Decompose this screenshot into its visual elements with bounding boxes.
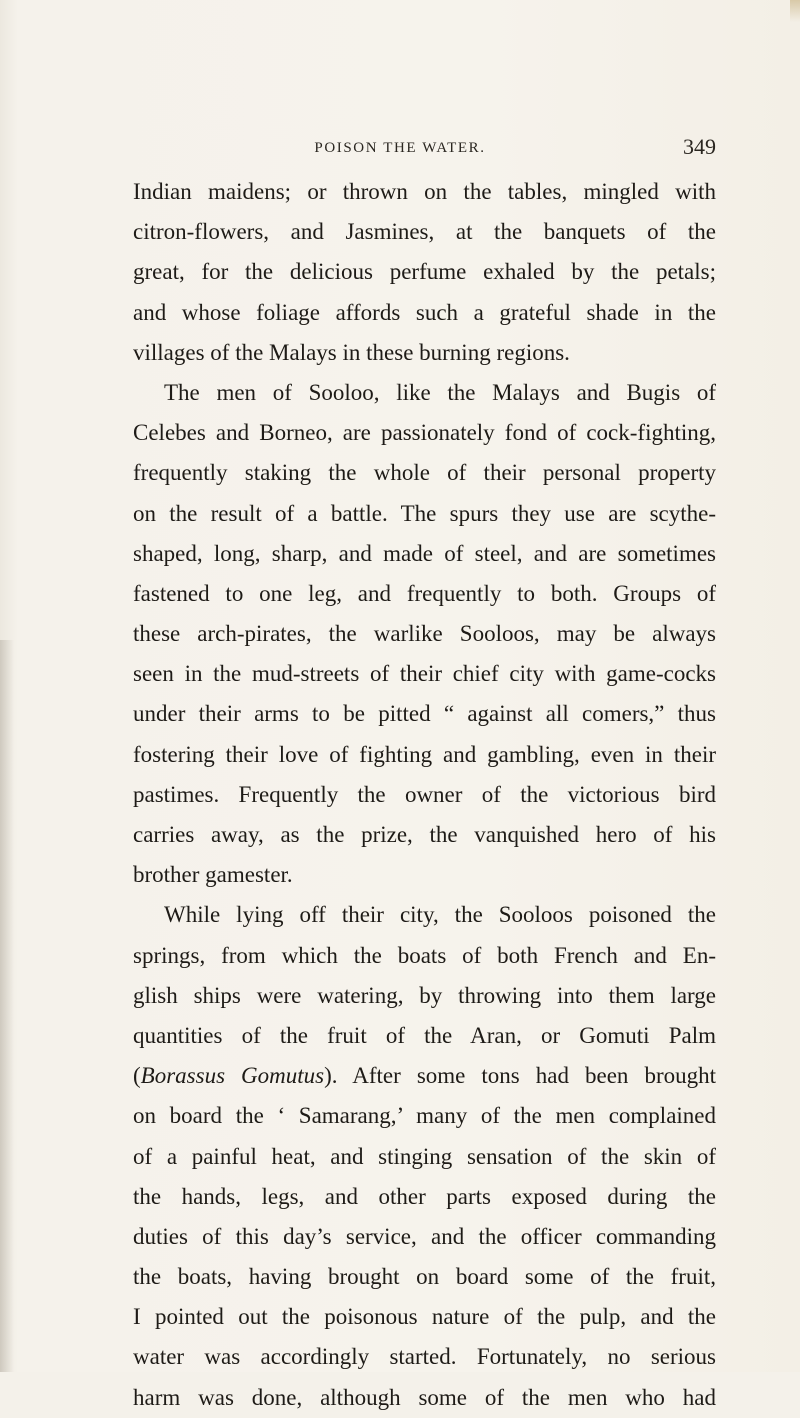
gutter-shadow: [0, 640, 14, 1372]
paragraph-start-line: While lying off their city, the Sooloos poisoned the: [164, 902, 716, 928]
page-number: 349: [683, 134, 716, 159]
text-line: these arch-pirates, the warlike Sooloos, may be always: [133, 621, 716, 647]
text-line: frequently staking the whole of their personal property: [133, 460, 716, 486]
text-line: citron-flowers, and Jasmines, at the banquets of the: [133, 219, 716, 245]
corner-stain: [790, 0, 800, 22]
running-title: POISON THE WATER.: [314, 140, 486, 156]
text-line-with-italic: [133, 1056, 716, 1096]
text-line: Indian maidens; or thrown on the tables, mingled with: [133, 179, 716, 204]
text-line: quantities of the fruit of the Aran, or Gomuti Palm: [133, 1022, 716, 1048]
text-line: duties of this day’s service, and the officer commanding: [133, 1223, 716, 1249]
text-line: villages of the Malays in these burning regions.: [133, 339, 570, 365]
text-line: carries away, as the prize, the vanquished hero of his: [133, 822, 716, 847]
text-line: under their arms to be pitted “ against all comers,” thus: [133, 701, 716, 727]
body-text: [133, 172, 716, 1418]
text-line: water was accordingly started. Fortunately, no serious: [133, 1344, 716, 1370]
text-line: pastimes. Frequently the owner of the victorious bird: [133, 781, 716, 807]
text-line: seen in the mud-streets of their chief city with game-cocks: [133, 661, 716, 687]
text-line: glish ships were watering, by throwing into them large: [133, 982, 716, 1008]
text-line: the boats, having brought on board some of the fruit,: [133, 1264, 716, 1290]
text-line: shaped, long, sharp, and made of steel, and are sometimes: [133, 540, 716, 566]
text-line: brother gamester.: [133, 862, 293, 888]
text-line: springs, from which the boats of both French and En-: [133, 942, 716, 968]
text-line: on board the ‘ Samarang,’ many of the men complained: [133, 1103, 716, 1129]
text-line: I pointed out the poisonous nature of the pulp, and the: [133, 1304, 716, 1330]
text-line: Celebes and Borneo, are passionately fond of cock-fighting,: [133, 420, 716, 446]
line-remainder: ). After some tons had been brought: [324, 1063, 716, 1089]
botanical-name: Borassus Gomutus: [140, 1063, 325, 1089]
text-line: harm was done, although some of the men who had: [133, 1384, 716, 1410]
text-line: of a painful heat, and stinging sensation of the skin of: [133, 1143, 716, 1169]
paragraph-start-line: The men of Sooloo, like the Malays and Bugis of: [164, 379, 716, 405]
text-line: and whose foliage affords such a grateful shade in the: [133, 299, 716, 325]
text-line: fastened to one leg, and frequently to both. Groups of: [133, 580, 716, 606]
running-head: [0, 126, 800, 166]
text-line: on the result of a battle. The spurs they use are scythe-: [133, 500, 716, 526]
text-line: fostering their love of fighting and gambling, even in their: [133, 741, 716, 767]
text-line: the hands, legs, and other parts exposed during the: [133, 1183, 716, 1209]
open-paren: (: [133, 1063, 141, 1089]
text-line: great, for the delicious perfume exhaled by the petals;: [133, 259, 716, 285]
